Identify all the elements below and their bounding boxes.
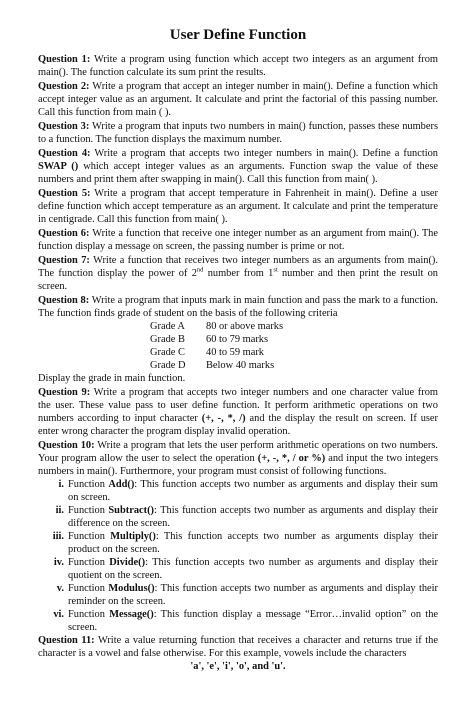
question-text: Write a program that inputs mark in main function and pass the mark to a function. The function finds grade of student on the basis of the following criteria xyxy=(38,295,438,319)
range-cell: 40 to 59 mark xyxy=(206,347,265,358)
item-number: v. xyxy=(56,583,64,594)
item-number: iii. xyxy=(52,531,64,542)
superscript: nd xyxy=(196,266,204,274)
item-prefix: Function xyxy=(68,531,111,542)
question-text: which accept integer values as an arguments. Function swap the value of these numbers and print them after swapping in main(). Call this function from main( ). xyxy=(38,161,438,185)
item-text: : This function display a message “Error…invalid option” on the screen. xyxy=(68,609,438,633)
question-text: Write a program that lets the user perform arithmetic operations on two numbers. Your program allow the user to select the operation xyxy=(38,440,438,464)
function-item xyxy=(38,582,438,608)
function-item xyxy=(38,608,438,634)
question-text: Write a program using function which accept two integers as an argument from main(). The function calculate its sum print the results. xyxy=(38,54,438,78)
operator-list: (+, -, *, / or %) xyxy=(257,453,326,464)
item-text: : This function accepts two number as arguments and display their difference on the screen. xyxy=(68,505,439,529)
function-name: Modulus() xyxy=(108,583,155,594)
question-text: number from 1 xyxy=(203,268,274,279)
question-label: Question 6: xyxy=(38,228,90,239)
function-item xyxy=(38,504,438,530)
grade-cell: Grade A xyxy=(150,321,185,332)
page-title: User Define Function xyxy=(169,27,307,43)
question-text: and the display the result on screen. If user enter wrong character the program display invalid operation. xyxy=(38,413,439,437)
function-item xyxy=(38,556,438,582)
question-label: Question 10: xyxy=(38,440,95,451)
question-3 xyxy=(38,120,438,146)
question-label: Question 7: xyxy=(38,255,90,266)
item-prefix: Function xyxy=(68,557,110,568)
grade-row xyxy=(150,333,283,346)
question-text: Write a program that accepts two integer numbers in main(). Define a function xyxy=(94,148,438,159)
item-number: ii. xyxy=(55,505,64,516)
function-name: Add() xyxy=(108,479,135,490)
item-text: : This function accepts two number as arguments display their product on the screen. xyxy=(68,531,439,555)
question-11 xyxy=(38,634,438,660)
question-text: Write a program that accepts two integer numbers and one character value from the user. These value pass to user define function. It perform arithmetic operations on two numbers according to input character xyxy=(38,387,438,424)
question-2 xyxy=(38,80,438,119)
question-8-tail: Display the grade in main function. xyxy=(38,373,186,384)
question-text: Write a function that receives two integer numbers as an arguments from main(). The function display the power of 2 xyxy=(38,255,438,279)
question-text: and input the two integers numbers in main(). Furthermore, your program must consist of following functions. xyxy=(38,453,438,477)
operator-list: (+, -, *, /) xyxy=(201,413,246,424)
question-8 xyxy=(38,294,438,320)
question-label: Question 3: xyxy=(38,121,90,132)
function-item xyxy=(38,478,438,504)
function-name: Subtract() xyxy=(108,505,155,516)
range-cell: Below 40 marks xyxy=(206,360,275,371)
item-prefix: Function xyxy=(68,609,110,620)
question-1 xyxy=(38,53,438,79)
question-text: Write a program that accept temperature in Fahrenheit in main(). Define a user define function which accept temperature as an argument. It calculate and print the temperature in centigrade. Call this function from main( ). xyxy=(38,188,439,225)
question-text: Write a program that accept an integer number in main(). Define a function which accept integer value as an argument. It calculate and print the factorial of this passing number. Call this function from main ( ). xyxy=(38,81,438,118)
grade-row xyxy=(150,346,283,359)
question-text: Write a function that receive one integer number as an argument from main(). The function display a message on screen, the passing number is prime or not. xyxy=(38,228,438,252)
question-text: number and then print the result on screen. xyxy=(38,268,438,292)
item-number: i. xyxy=(58,479,64,490)
item-text: : This function accepts two number as arguments and display their reminder on the screen. xyxy=(68,583,438,607)
question-5 xyxy=(38,187,438,226)
question-label: Question 2: xyxy=(38,81,90,92)
vowel-list: 'a', 'e', 'i', 'o', and 'u'. xyxy=(190,661,286,672)
question-label: Question 4: xyxy=(38,148,91,159)
grade-cell: Grade D xyxy=(150,360,186,371)
question-label: Question 11: xyxy=(38,635,95,646)
question-label: Question 5: xyxy=(38,188,91,199)
function-name: Divide() xyxy=(109,557,146,568)
grade-row xyxy=(150,320,283,333)
question-4 xyxy=(38,147,438,186)
item-number: vi. xyxy=(53,609,64,620)
question-label: Question 8: xyxy=(38,295,90,306)
function-name: Message() xyxy=(109,609,154,620)
question-label: Question 1: xyxy=(38,54,91,65)
grade-row xyxy=(150,359,283,372)
item-text: : This function accepts two number as arguments and display their sum on screen. xyxy=(68,479,439,503)
function-list xyxy=(38,478,438,634)
superscript: st xyxy=(273,266,278,274)
item-prefix: Function xyxy=(68,505,109,516)
range-cell: 60 to 79 marks xyxy=(206,334,269,345)
function-name: Multiply() xyxy=(110,531,156,542)
item-text: : This function accepts two number as arguments and display their quotient on the screen. xyxy=(68,557,439,581)
grade-table xyxy=(150,320,283,372)
question-6 xyxy=(38,227,438,253)
grade-cell: Grade B xyxy=(150,334,185,345)
item-prefix: Function xyxy=(68,583,109,594)
function-item xyxy=(38,530,438,556)
grade-cell: Grade C xyxy=(150,347,185,358)
question-label: Question 9: xyxy=(38,387,91,398)
range-cell: 80 or above marks xyxy=(206,321,284,332)
swap-function-name: SWAP () xyxy=(38,161,79,172)
question-10 xyxy=(38,439,438,478)
item-number: iv. xyxy=(53,557,64,568)
question-9 xyxy=(38,386,438,438)
item-prefix: Function xyxy=(68,479,109,490)
question-text: Write a program that inputs two numbers in main() function, passes these numbers to a function. The function displays the maximum number. xyxy=(38,121,438,145)
question-7 xyxy=(38,254,438,293)
question-text: Write a value returning function that receives a character and returns true if the character is a vowel and false otherwise. For this example, vowels include the characters xyxy=(38,635,438,659)
